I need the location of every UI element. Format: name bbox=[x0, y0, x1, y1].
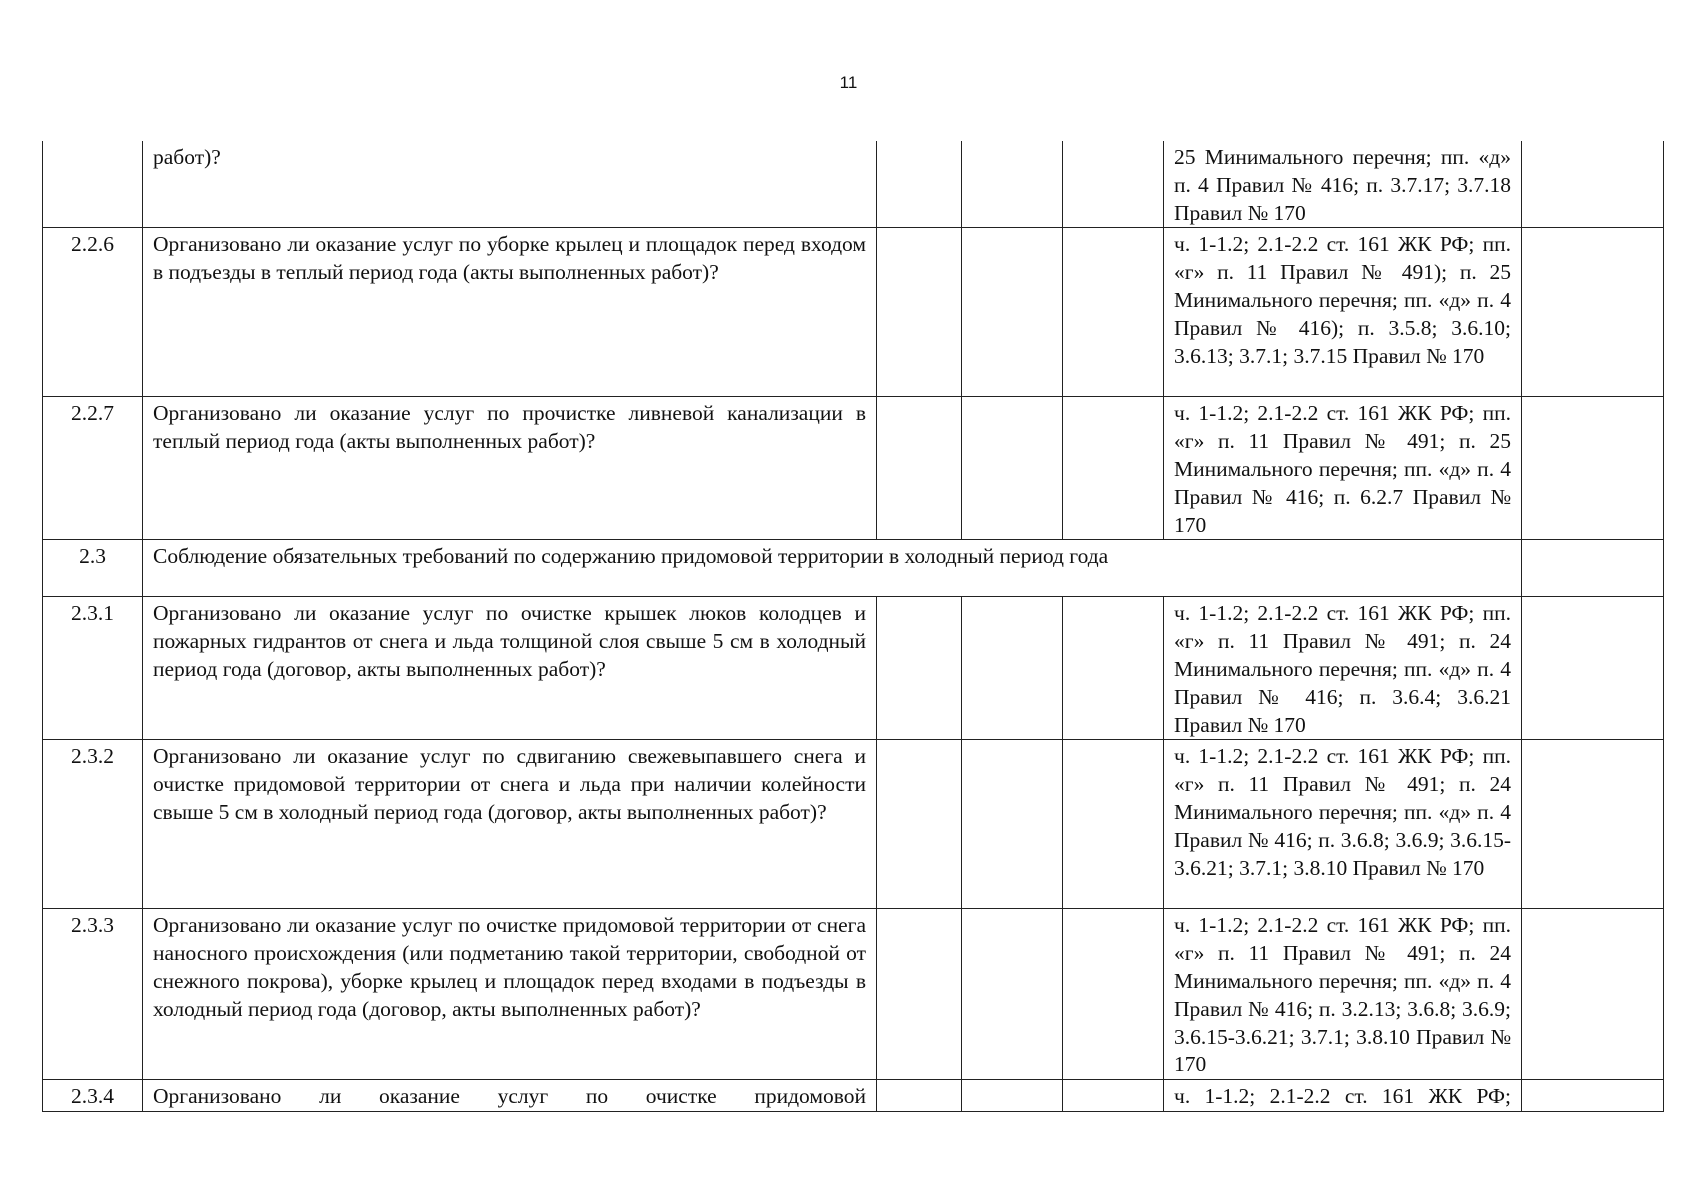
answer-no-cell bbox=[962, 228, 1063, 397]
question-cell: Организовано ли оказание услуг по очистке придомовой территории от снега наносного происхождения (или подметанию такой территории, свободной от снежного покрова), уборке крылец и площадок перед входами в подъезды в холодный период года (договор, акты выполненных работ)? bbox=[143, 909, 877, 1080]
table-row bbox=[43, 228, 1664, 397]
table-row bbox=[43, 597, 1664, 740]
table-row bbox=[43, 909, 1664, 1080]
question-cell: Организовано ли оказание услуг по очистке придомовой bbox=[143, 1080, 877, 1112]
answer-no-cell bbox=[962, 141, 1063, 228]
answer-na-cell bbox=[1063, 740, 1164, 909]
answer-yes-cell bbox=[877, 141, 962, 228]
answer-na-cell bbox=[1063, 597, 1164, 740]
answer-yes-cell bbox=[877, 909, 962, 1080]
answer-na-cell bbox=[1063, 909, 1164, 1080]
table-row bbox=[43, 740, 1664, 909]
question-cell: Организовано ли оказание услуг по очистке крышек люков колодцев и пожарных гидрантов от снега и льда толщиной слоя свыше 5 см в холодный период года (договор, акты выполненных работ)? bbox=[143, 597, 877, 740]
answer-yes-cell bbox=[877, 397, 962, 540]
notes-cell bbox=[1522, 228, 1664, 397]
section-number: 2.3 bbox=[43, 540, 143, 597]
notes-cell bbox=[1522, 597, 1664, 740]
notes-cell bbox=[1522, 1080, 1664, 1112]
answer-yes-cell bbox=[877, 228, 962, 397]
row-number: 2.3.3 bbox=[43, 909, 143, 1080]
answer-na-cell bbox=[1063, 141, 1164, 228]
table-row bbox=[43, 1080, 1664, 1112]
answer-yes-cell bbox=[877, 740, 962, 909]
answer-yes-cell bbox=[877, 597, 962, 740]
question-cell: Организовано ли оказание услуг по прочистке ливневой канализации в теплый период года (акты выполненных работ)? bbox=[143, 397, 877, 540]
reference-cell: ч. 1-1.2; 2.1-2.2 ст. 161 ЖК РФ; пп. «г» п. 11 Правил № 491; п. 24 Минимального перечня; пп. «д» п. 4 Правил № 416; п. 3.6.8; 3.6.9; 3.6.15-3.6.21; 3.7.1; 3.8.10 Правил № 170 bbox=[1164, 740, 1522, 909]
notes-cell bbox=[1522, 909, 1664, 1080]
reference-cell: ч. 1-1.2; 2.1-2.2 ст. 161 ЖК РФ; пп. «г» п. 11 Правил № 491; п. 24 Минимального перечня; пп. «д» п. 4 Правил № 416; п. 3.2.13; 3.6.8; 3.6.9; 3.6.15-3.6.21; 3.7.1; 3.8.10 Правил № 170 bbox=[1164, 909, 1522, 1080]
answer-na-cell bbox=[1063, 1080, 1164, 1112]
answer-no-cell bbox=[962, 740, 1063, 909]
notes-cell bbox=[1522, 141, 1664, 228]
question-cell: Организовано ли оказание услуг по уборке крылец и площадок перед входом в подъезды в теплый период года (акты выполненных работ)? bbox=[143, 228, 877, 397]
row-number bbox=[43, 141, 143, 228]
answer-na-cell bbox=[1063, 397, 1164, 540]
checklist-table bbox=[42, 141, 1664, 1112]
answer-yes-cell bbox=[877, 1080, 962, 1112]
notes-cell bbox=[1522, 397, 1664, 540]
table-row bbox=[43, 397, 1664, 540]
question-cell: Организовано ли оказание услуг по сдвиганию свежевыпавшего снега и очистке придомовой территории от снега и льда при наличии колейности свыше 5 см в холодный период года (договор, акты выполненных работ)? bbox=[143, 740, 877, 909]
answer-no-cell bbox=[962, 397, 1063, 540]
answer-no-cell bbox=[962, 909, 1063, 1080]
row-number: 2.2.6 bbox=[43, 228, 143, 397]
answer-no-cell bbox=[962, 1080, 1063, 1112]
answer-na-cell bbox=[1063, 228, 1164, 397]
section-title: Соблюдение обязательных требований по содержанию придомовой территории в холодный период года bbox=[143, 540, 1522, 597]
answer-no-cell bbox=[962, 597, 1063, 740]
reference-cell: ч. 1-1.2; 2.1-2.2 ст. 161 ЖК РФ; пп. «г» п. 11 Правил № 491; п. 25 Минимального перечня; пп. «д» п. 4 Правил № 416; п. 6.2.7 Правил № 170 bbox=[1164, 397, 1522, 540]
row-number: 2.2.7 bbox=[43, 397, 143, 540]
table-row bbox=[43, 141, 1664, 228]
row-number: 2.3.1 bbox=[43, 597, 143, 740]
reference-cell: 25 Минимального перечня; пп. «д» п. 4 Правил № 416; п. 3.7.17; 3.7.18 Правил № 170 bbox=[1164, 141, 1522, 228]
notes-cell bbox=[1522, 540, 1664, 597]
row-number: 2.3.4 bbox=[43, 1080, 143, 1112]
notes-cell bbox=[1522, 740, 1664, 909]
reference-cell: ч. 1-1.2; 2.1-2.2 ст. 161 ЖК РФ; bbox=[1164, 1080, 1522, 1112]
page-number: 11 bbox=[839, 73, 858, 92]
reference-cell: ч. 1-1.2; 2.1-2.2 ст. 161 ЖК РФ; пп. «г» п. 11 Правил № 491); п. 25 Минимального перечня; пп. «д» п. 4 Правил № 416); п. 3.5.8; 3.6.10; 3.6.13; 3.7.1; 3.7.15 Правил № 170 bbox=[1164, 228, 1522, 397]
row-number: 2.3.2 bbox=[43, 740, 143, 909]
section-row bbox=[43, 540, 1664, 597]
reference-cell: ч. 1-1.2; 2.1-2.2 ст. 161 ЖК РФ; пп. «г» п. 11 Правил № 491; п. 24 Минимального перечня; пп. «д» п. 4 Правил № 416; п. 3.6.4; 3.6.21 Правил № 170 bbox=[1164, 597, 1522, 740]
question-cell: работ)? bbox=[143, 141, 877, 228]
